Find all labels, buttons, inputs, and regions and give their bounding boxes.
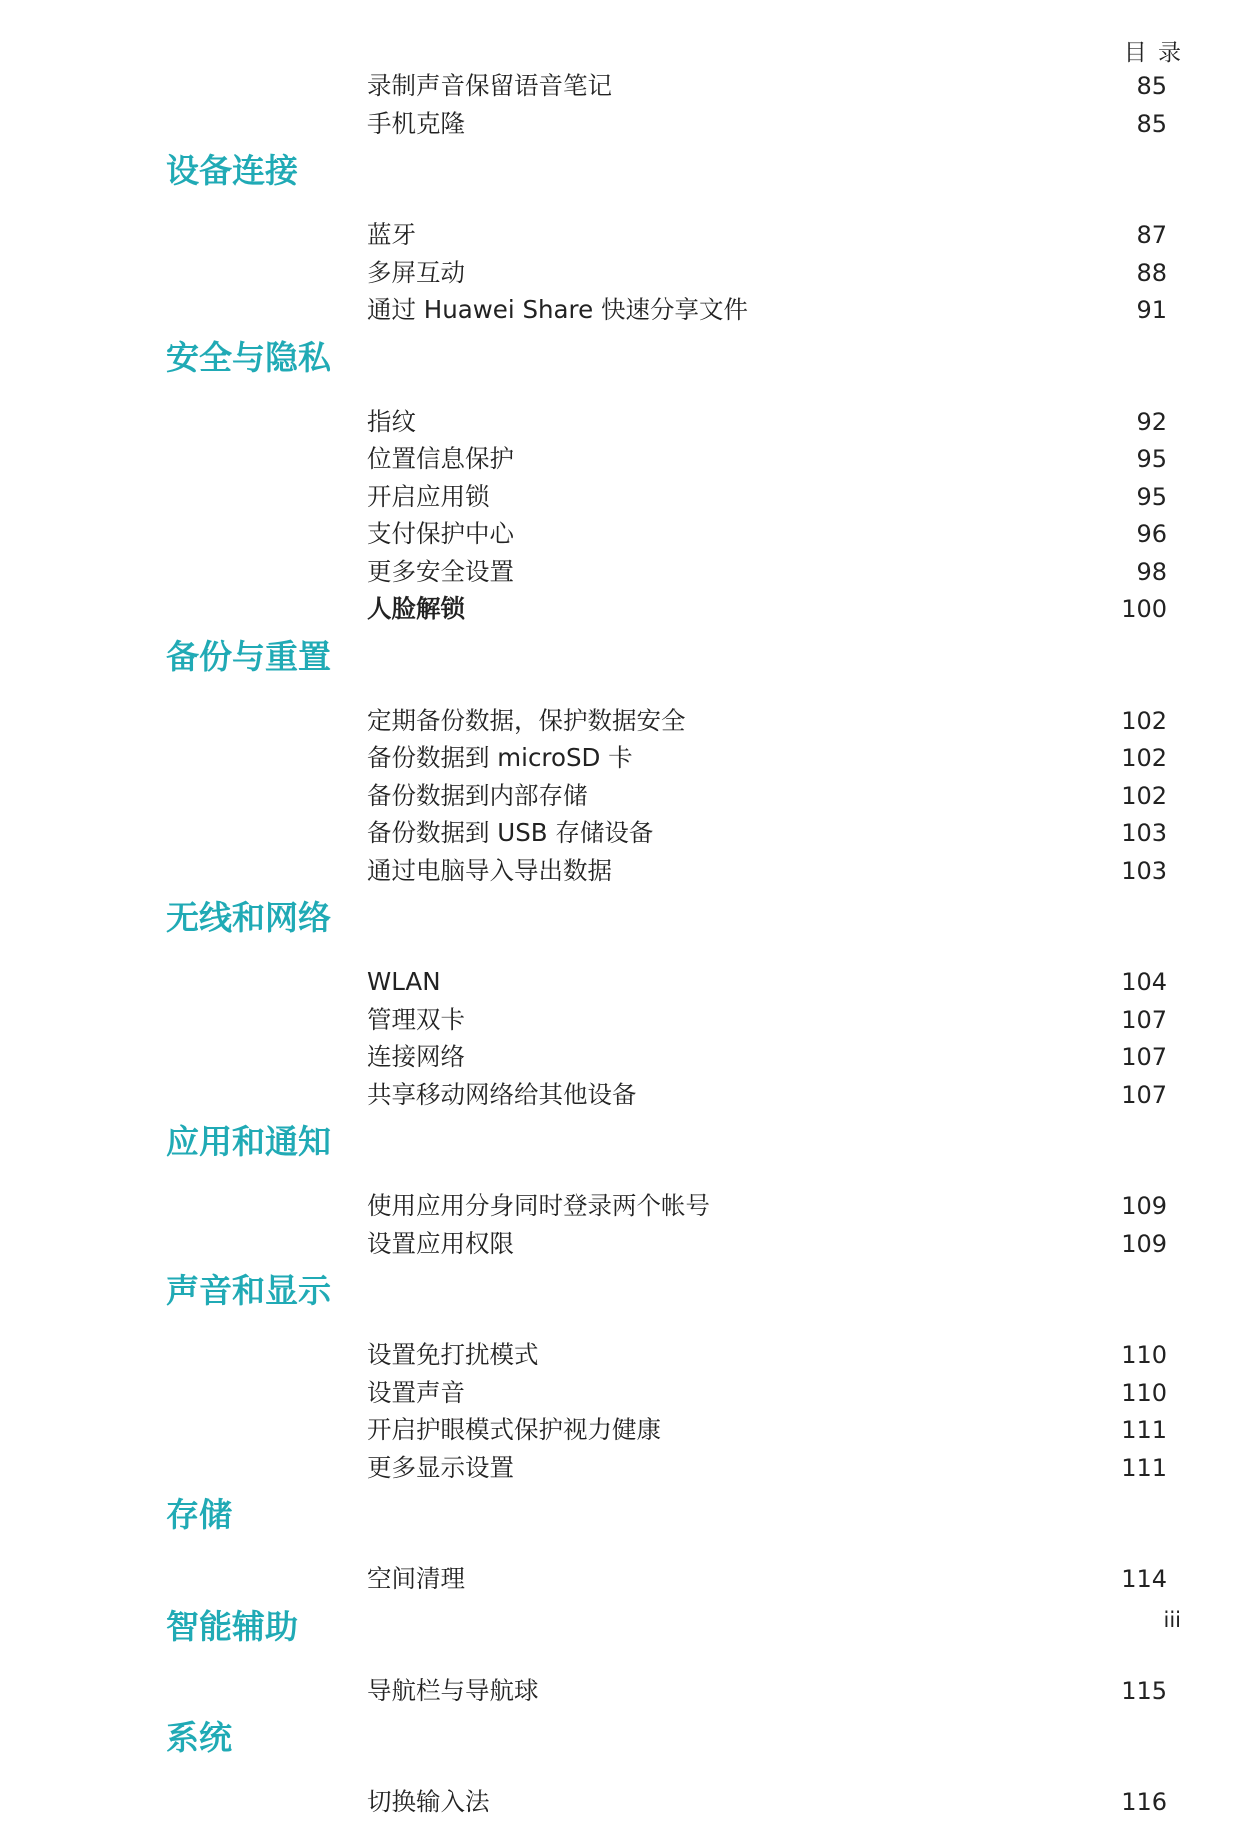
toc-entry-title: 导航栏与导航球	[367, 1675, 539, 1705]
toc-entry	[0, 1782, 1241, 1822]
section-heading: 安全与隐私	[166, 337, 331, 377]
toc-entry	[0, 477, 1241, 517]
toc-entry-page-number: 107	[1121, 1080, 1167, 1109]
toc-entry-page-number: 104	[1121, 968, 1167, 996]
toc-section	[0, 1607, 1241, 1647]
toc-entry-page-number: 98	[1136, 557, 1167, 586]
toc-entry-page-number: 116	[1121, 1788, 1167, 1816]
toc-entry-page-number: 110	[1121, 1378, 1167, 1407]
toc-entry	[0, 1335, 1241, 1375]
toc-entry-page-number: 102	[1121, 744, 1167, 772]
toc-entry	[0, 701, 1241, 741]
toc-entry	[0, 776, 1241, 816]
section-heading: 声音和显示	[166, 1271, 331, 1310]
toc-entry	[0, 1037, 1241, 1077]
toc-entry-title: 支付保护中心	[367, 519, 514, 548]
toc-entry-page-number: 103	[1121, 819, 1167, 847]
toc-entry-page-number: 109	[1121, 1192, 1167, 1220]
toc-entry-title: 备份数据到 USB 存储设备	[367, 818, 654, 847]
toc-entry-title: 空间清理	[367, 1564, 465, 1593]
toc-entry-title: 录制声音保留语音笔记	[367, 71, 612, 100]
toc-entry-page-number: 95	[1136, 482, 1167, 511]
toc-entry-page-number: 102	[1121, 781, 1167, 810]
page-number: iii	[1163, 1608, 1181, 1632]
toc-entry-page-number: 103	[1121, 856, 1167, 885]
toc-entry	[0, 1075, 1241, 1115]
toc-entry	[0, 552, 1241, 592]
section-heading: 存储	[166, 1495, 232, 1534]
toc-entry	[0, 66, 1241, 106]
toc-entry-title: 人脸解锁	[367, 594, 465, 623]
toc-entry	[0, 439, 1241, 479]
toc-entry-title: 手机克隆	[367, 108, 465, 138]
toc-section	[0, 1718, 1241, 1758]
toc-entry	[0, 1448, 1241, 1488]
toc-entry	[0, 1000, 1241, 1040]
toc-entry	[0, 402, 1241, 442]
toc-entry	[0, 589, 1241, 629]
toc-entry	[0, 1559, 1241, 1599]
toc-entry-title: 多屏互动	[367, 257, 465, 287]
toc-entry-page-number: 110	[1121, 1341, 1167, 1369]
toc-entry-title: 设置免打扰模式	[367, 1340, 539, 1369]
toc-entry-title: 蓝牙	[367, 220, 416, 249]
toc-entry-title: 开启护眼模式保护视力健康	[367, 1415, 661, 1444]
toc-entry-title: WLAN	[367, 967, 441, 996]
toc-entry-page-number: 114	[1121, 1565, 1167, 1593]
toc-entry	[0, 1224, 1241, 1264]
toc-entry-page-number: 85	[1136, 72, 1167, 100]
toc-entry-page-number: 107	[1121, 1043, 1167, 1071]
toc-entry	[0, 253, 1241, 293]
toc-entry	[0, 962, 1241, 1002]
toc-entry-page-number: 111	[1121, 1453, 1167, 1482]
toc-entry-page-number: 102	[1121, 706, 1167, 735]
toc-entry-page-number: 92	[1136, 407, 1167, 436]
toc-section	[0, 637, 1241, 677]
toc-entry	[0, 1671, 1241, 1711]
toc-entry-page-number: 100	[1121, 595, 1167, 623]
toc-entry-page-number: 95	[1136, 445, 1167, 473]
toc-entry-page-number: 111	[1121, 1416, 1167, 1444]
toc-entry-page-number: 107	[1121, 1005, 1167, 1034]
toc-entry	[0, 813, 1241, 853]
toc-entry	[0, 738, 1241, 778]
toc-entry-title: 连接网络	[367, 1042, 465, 1071]
toc-entry-title: 备份数据到 microSD 卡	[367, 743, 633, 772]
section-heading: 设备连接	[166, 151, 298, 190]
toc-entry	[0, 1373, 1241, 1413]
toc-entry	[0, 1410, 1241, 1450]
toc-entry-page-number: 109	[1121, 1229, 1167, 1258]
toc-section	[0, 151, 1241, 191]
toc-entry-page-number: 85	[1136, 109, 1167, 138]
toc-entry-title: 共享移动网络给其他设备	[367, 1079, 637, 1109]
toc-entry-title: 备份数据到内部存储	[367, 780, 588, 810]
toc-entry-title: 使用应用分身同时登录两个帐号	[367, 1191, 710, 1220]
toc-entry-page-number: 91	[1136, 296, 1167, 324]
toc-entry-title: 通过电脑导入导出数据	[367, 855, 612, 885]
toc-entry-title: 定期备份数据，保护数据安全	[367, 705, 686, 735]
section-heading: 智能辅助	[166, 1606, 298, 1646]
toc-entry-title: 更多安全设置	[367, 556, 514, 586]
page-header-label: 目 录	[1123, 40, 1183, 66]
section-heading: 备份与重置	[166, 636, 331, 676]
toc-entry	[0, 290, 1241, 330]
toc-section	[0, 898, 1241, 938]
section-heading: 应用和通知	[166, 1122, 331, 1161]
section-heading: 无线和网络	[166, 898, 331, 937]
toc-entry-page-number: 87	[1136, 221, 1167, 249]
toc-entry-title: 切换输入法	[367, 1787, 490, 1816]
toc-entry-title: 设置应用权限	[367, 1228, 514, 1258]
toc-entry	[0, 514, 1241, 554]
toc-entry	[0, 851, 1241, 891]
section-heading: 系统	[166, 1718, 232, 1757]
toc-section	[0, 1271, 1241, 1311]
toc-entry	[0, 104, 1241, 144]
toc-entry	[0, 215, 1241, 255]
toc-section	[0, 338, 1241, 378]
toc-entry-page-number: 115	[1121, 1676, 1167, 1705]
toc-entry-title: 位置信息保护	[367, 444, 514, 473]
toc-section	[0, 1495, 1241, 1535]
toc-entry-title: 设置声音	[367, 1377, 465, 1407]
toc-entry-page-number: 96	[1136, 520, 1167, 548]
toc-entry	[0, 1186, 1241, 1226]
toc-entry-page-number: 88	[1136, 258, 1167, 287]
toc-section	[0, 1122, 1241, 1162]
toc-entry-title: 指纹	[367, 406, 416, 436]
toc-entry-title: 管理双卡	[367, 1004, 465, 1034]
toc-entry-title: 更多显示设置	[367, 1452, 514, 1482]
toc-entry-title: 开启应用锁	[367, 481, 490, 511]
toc-entry-title: 通过 Huawei Share 快速分享文件	[367, 295, 748, 324]
